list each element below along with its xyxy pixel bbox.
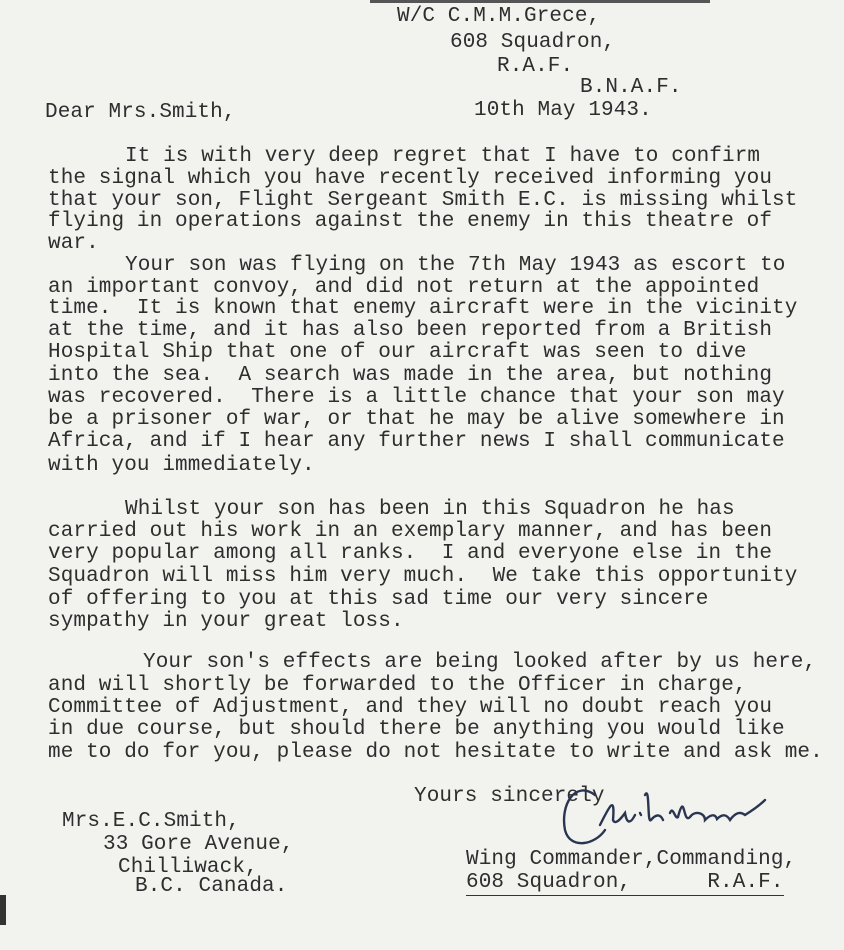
salutation: Dear Mrs.Smith, (45, 101, 236, 124)
text-line: at the time, and it has also been reported from a British (48, 319, 773, 342)
text-line: Africa, and if I hear any further news I shall communicate (48, 430, 785, 453)
text-line: into the sea. A search was made in the area, but nothing (48, 364, 773, 387)
sender-unit: 608 Squadron, (450, 31, 616, 54)
recipient-city: Chilliwack, (118, 856, 258, 879)
text-line: that your son, Flight Sergeant Smith E.C. is missing whilst (48, 189, 798, 212)
text-line: Your son was flying on the 7th May 1943 as escort to (125, 254, 786, 277)
text-line: Hospital Ship that one of our aircraft was seen to dive (48, 341, 747, 364)
text-line: Committee of Adjustment, and they will no doubt reach you (48, 696, 773, 719)
text-line: very popular among all ranks. I and everyone else in the (48, 542, 773, 565)
signatory-title: Wing Commander,Commanding, (466, 848, 797, 871)
recipient-region: B.C. Canada. (135, 875, 288, 898)
closing: Yours sincerely (414, 785, 605, 808)
sender-service: R.A.F. (497, 55, 574, 78)
handwritten-signature (555, 775, 780, 855)
text-line: Squadron will miss him very much. We take this opportunity (48, 565, 798, 588)
text-line: carried out his work in an exemplary manner, and has been (48, 520, 773, 543)
text-line: the signal which you have recently received informing you (48, 167, 773, 190)
text-line: with you immediately. (48, 454, 315, 477)
text-line: time. It is known that enemy aircraft were in the vicinity (48, 297, 798, 320)
text-line: me to do for you, please do not hesitate to write and ask me. (48, 741, 823, 764)
text-line: of offering to you at this sad time our very sincere (48, 588, 709, 611)
sender-name: W/C C.M.M.Grece, (397, 5, 601, 28)
letter-date: 10th May 1943. (474, 99, 652, 122)
text-line: war. (48, 232, 99, 255)
scan-edge-mark (0, 895, 6, 925)
signatory-unit: 608 Squadron, R.A.F. (466, 871, 784, 894)
recipient-name: Mrs.E.C.Smith, (62, 810, 240, 833)
text-line: in due course, but should there be anything you would like (48, 718, 785, 741)
text-line: flying in operations against the enemy in this theatre of (48, 210, 773, 233)
text-line: It is with very deep regret that I have to confirm (125, 145, 761, 168)
text-line: be a prisoner of war, or that he may be alive somewhere in (48, 408, 785, 431)
scan-edge-mark (370, 0, 710, 3)
recipient-street: 33 Gore Avenue, (103, 833, 294, 856)
text-line: was recovered. There is a little chance that your son may (48, 386, 785, 409)
text-line: and will shortly be forwarded to the Officer in charge, (48, 674, 747, 697)
sender-location: B.N.A.F. (580, 76, 682, 99)
text-line: sympathy in your great loss. (48, 610, 404, 633)
text-line: an important convoy, and did not return at the appointed (48, 276, 760, 299)
text-line: Whilst your son has been in this Squadron he has (125, 498, 735, 521)
text-line: Your son's effects are being looked after by us here, (143, 651, 817, 674)
